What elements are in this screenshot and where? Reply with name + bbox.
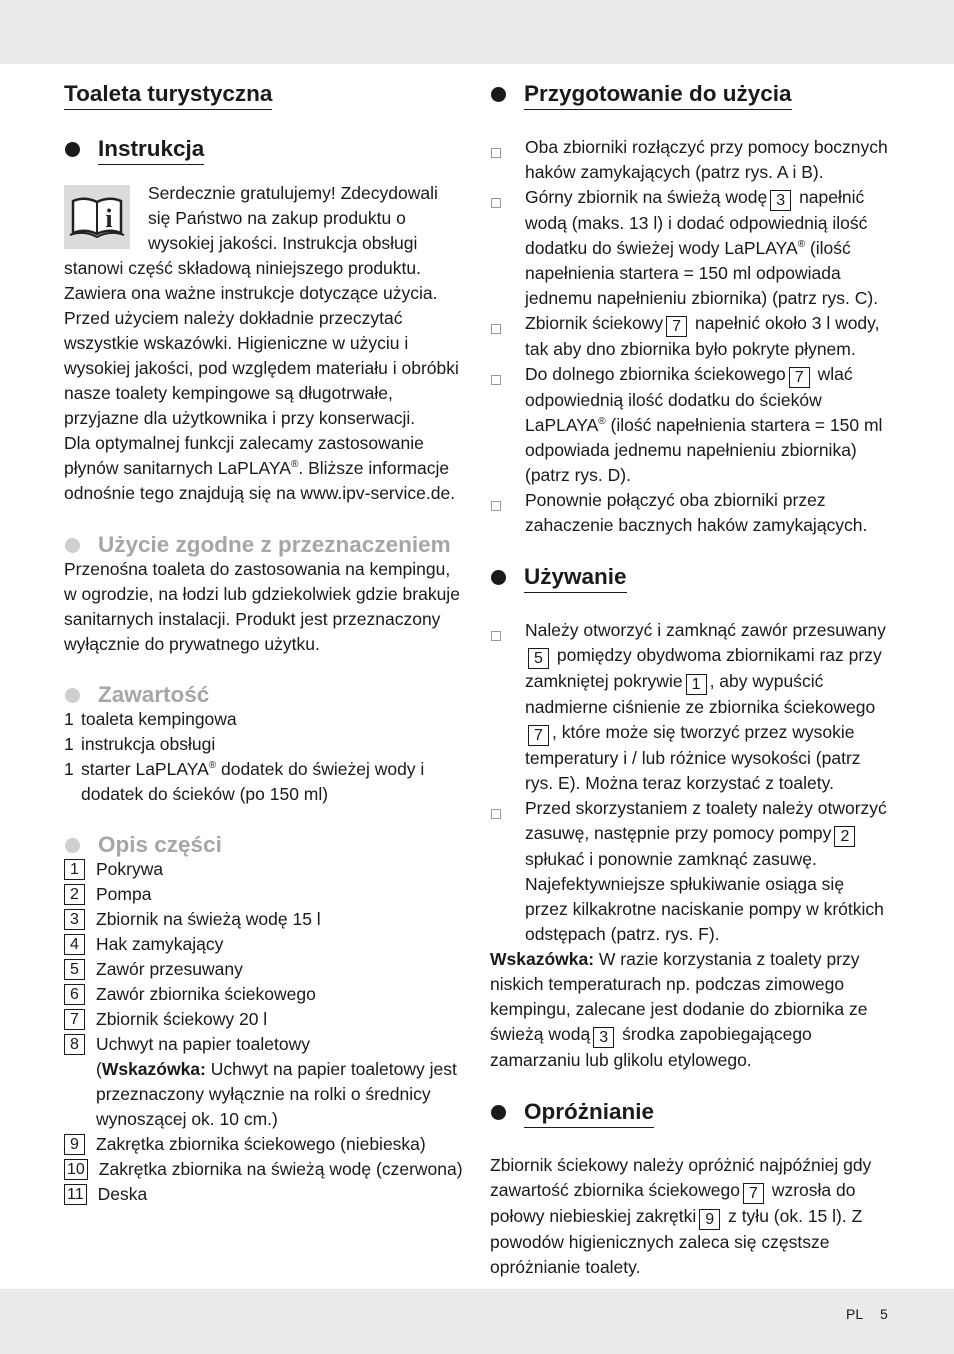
list-item: Górny zbiornik na świeżą wodę 3 napełnić wodą (maks. 13 l) i dodać odpowiednią ilość dodatku do świeżej wody LaPLAYA® (ilość napełnienia startera = 150 ml odpowiada jednemu napełnieniu zbiornika) (patrz rys. C). (490, 185, 890, 311)
heading-bullet (65, 538, 80, 553)
heading-instrukcja: Instrukcja (64, 135, 464, 165)
heading-bullet (65, 688, 80, 703)
list-item: Do dolnego zbiornika ściekowego 7 wlać odpowiednią ilość dodatku do ścieków LaPLAYA® (ilość napełnienia startera = 150 ml odpowiada jednemu napełnieniu zbiornika) (patrz rys. D). (490, 362, 890, 488)
header-band (0, 0, 954, 64)
part-item: 9 Zakrętka zbiornika ściekowego (niebieska) (64, 1132, 464, 1157)
checkbox-bullet-icon (491, 809, 501, 819)
part-item: 8 Uchwyt na papier toaletowy (Wskazówka: Uchwyt na papier toaletowy jest przeznaczony wyłącznie na rolki o średnicy wynoszącej ok. 10 cm.) (64, 1032, 464, 1132)
list-item: 1 starter LaPLAYA® dodatek do świeżej wody i dodatek do ścieków (po 150 ml) (64, 759, 425, 804)
intended-use-text: Przenośna toaleta do zastosowania na kempingu, w ogrodzie, na łodzi lub gdziekolwiek gdzie brakuje sanitarnych instalacji. Produkt jest przeznaczony wyłącznie do prywatnego użytku. (64, 559, 460, 654)
part-item: 10 Zakrętka zbiornika na świeżą wodę (czerwona) (64, 1157, 464, 1182)
heading-bullet (65, 142, 80, 157)
preparation-steps (490, 135, 890, 538)
left-column (64, 80, 464, 1207)
heading-parts: Opis części (64, 832, 464, 857)
checkbox-bullet-icon (491, 375, 501, 385)
list-item: Należy otworzyć i zamknąć zawór przesuwany5 pomiędzy obydwoma zbiornikami raz przy zamkniętej pokrywie 1 , aby wypuścić nadmierne ciśnienie ze zbiornika ściekowego7 , które może się tworzyć przez wysokie temperatury i / lub różnice wysokości (patrz rys. E). Można teraz korzystać z toalety. (490, 618, 890, 796)
heading-contents: Zawartość (64, 682, 464, 707)
right-column (490, 80, 890, 1280)
checkbox-bullet-icon (491, 324, 501, 334)
footer-language: PL (846, 1306, 864, 1322)
heading-intended-use: Użycie zgodne z przeznaczeniem (64, 532, 464, 557)
part-item: 1 Pokrywa (64, 857, 464, 882)
part-item: 7 Zbiornik ściekowy 20 l (64, 1007, 464, 1032)
list-item: 1 instrukcja obsługi (64, 734, 216, 754)
info-book-icon (64, 185, 130, 249)
heading-bullet (491, 570, 506, 585)
heading-preparation: Przygotowanie do użycia (490, 80, 890, 110)
intro-paragraph: Serdecznie gratulujemy! Zdecydowali się Państwo na zakup produktu o wysokiej jakości. Instrukcja obsługi stanowi część składową niniejszego produktu. Zawiera ona ważne instrukcje dotyczące użycia. Przed użyciem należy dokładnie przeczytać wszystkie wskazówki. Higieniczne w użyciu i wysokiej jakości, pod względem materiału i obróbki nasze toalety kempingowe są długotrwałe, przyjazne dla użytkownika i przy konserwacji. (64, 183, 459, 428)
list-item: Zbiornik ściekowy 7 napełnić około 3 l wody, tak aby dno zbiornika było pokryte płynem. (490, 311, 890, 362)
heading-bullet (491, 1105, 506, 1120)
checkbox-bullet-icon (491, 501, 501, 511)
using-steps (490, 618, 890, 947)
checkbox-bullet-icon (491, 631, 501, 641)
intro-section (64, 181, 464, 506)
using-note: Wskazówka: W razie korzystania z toalety przy niskich temperaturach np. podczas zimowego kempingu, zalecane jest dodanie do zbiornika ze świeżą wodą 3 środka zapobiegającego zamarzaniu lub glikolu etylowego. (490, 949, 868, 1070)
emptying-text: Zbiornik ściekowy należy opróżnić najpóźniej gdy zawartość zbiornika ściekowego 7 wzrosła do połowy niebieskiej zakrętki 9 z tyłu (ok. 15 l). Z powodów higienicznych zaleca się częstsze opróżnianie toalety. (490, 1155, 872, 1277)
heading-bullet (491, 87, 506, 102)
contents-list (64, 707, 464, 807)
list-item: 1 toaleta kempingowa (64, 709, 237, 729)
recommendation-paragraph: Dla optymalnej funkcji zalecamy zastosowanie płynów sanitarnych LaPLAYA®. Bliższe informacje odnośnie tego znajdują się na www.ipv-service.de. (64, 433, 456, 503)
part-item: 3 Zbiornik na świeżą wodę 15 l (64, 907, 464, 932)
footer-band (0, 1289, 954, 1354)
checkbox-bullet-icon (491, 198, 501, 208)
document-title: Toaleta turystyczna (64, 80, 272, 110)
heading-bullet (65, 838, 80, 853)
svg-text:i: i (105, 204, 113, 233)
checkbox-bullet-icon (491, 148, 501, 158)
heading-using: Używanie (490, 563, 890, 593)
parts-list (64, 857, 464, 1207)
part-item: 2 Pompa (64, 882, 464, 907)
page-number: 5 (880, 1306, 888, 1322)
list-item: Oba zbiorniki rozłączyć przy pomocy bocznych haków zamykających (patrz rys. A i B). (490, 135, 890, 185)
part-item: 4 Hak zamykający (64, 932, 464, 957)
list-item: Przed skorzystaniem z toalety należy otworzyć zasuwę, następnie przy pomocy pompy 2 spłukać i ponownie zamknąć zasuwę. Najefektywniejsze spłukiwanie osiąga się przez kilkakrotne naciskanie pompy w krótkich odstępach (patrz. rys. F). (490, 796, 890, 947)
part-item: 6 Zawór zbiornika ściekowego (64, 982, 464, 1007)
part-item: 11 Deska (64, 1182, 464, 1207)
list-item: Ponownie połączyć oba zbiorniki przez zahaczenie bacznych haków zamykających. (490, 488, 890, 538)
part-item: 5 Zawór przesuwany (64, 957, 464, 982)
heading-emptying: Opróżnianie (490, 1098, 890, 1128)
